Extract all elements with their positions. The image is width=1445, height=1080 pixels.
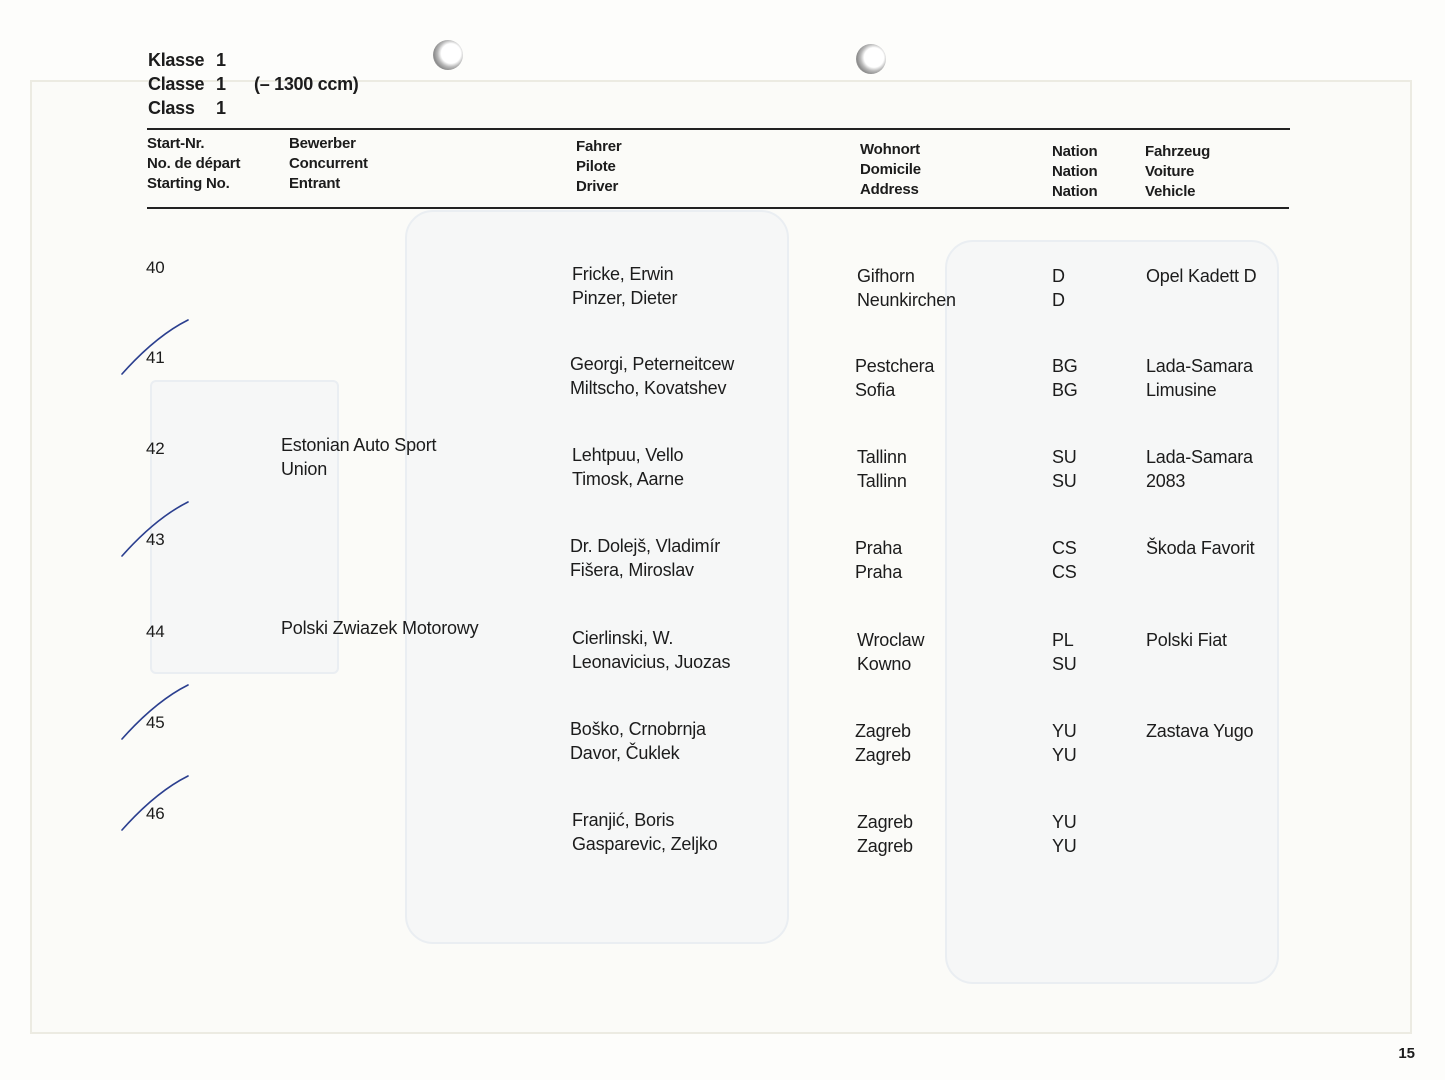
class-label: Klasse: [148, 49, 205, 70]
col-header-vehicle: Fahrzeug Voiture Vehicle: [1145, 143, 1211, 200]
driver-addresses: Pestchera Sofia: [855, 356, 935, 400]
start-number: 46: [146, 804, 165, 823]
header-top-rule: [147, 128, 1290, 130]
start-number: 43: [146, 530, 165, 549]
page-number: 15: [1398, 1045, 1415, 1062]
start-number: 41: [146, 348, 165, 367]
header-bottom-rule: [147, 207, 1289, 209]
start-number: 40: [146, 258, 165, 277]
class-header-line: [148, 72, 358, 96]
vehicle-name: Škoda Favorit: [1146, 538, 1255, 558]
ghost-print-right: [945, 240, 1279, 984]
driver-nations: SU SU: [1052, 447, 1077, 491]
driver-nations: D D: [1052, 266, 1065, 310]
driver-addresses: Gifhorn Neunkirchen: [857, 266, 956, 310]
class-number: 1: [216, 49, 226, 70]
driver-nations: YU YU: [1052, 812, 1077, 856]
driver-addresses: Praha Praha: [855, 538, 903, 582]
vehicle-name: Polski Fiat: [1146, 630, 1227, 650]
class-label: Class: [148, 97, 195, 118]
class-header: [148, 48, 358, 120]
vehicle-name: Lada-Samara 2083: [1146, 447, 1253, 491]
col-header-entrant: Bewerber Concurrent Entrant: [289, 135, 368, 192]
driver-names: Cierlinski, W. Leonavicius, Juozas: [572, 628, 731, 672]
driver-nations: PL SU: [1052, 630, 1077, 674]
class-header-line: [148, 48, 358, 72]
punch-hole-right: [856, 44, 886, 74]
pen-strike-mark: [116, 498, 196, 562]
driver-nations: BG BG: [1052, 356, 1078, 400]
class-number: 1: [216, 73, 226, 94]
driver-addresses: Wroclaw Kowno: [857, 630, 925, 674]
driver-addresses: Zagreb Zagreb: [857, 812, 913, 856]
start-number: 44: [146, 622, 165, 641]
class-number: 1: [216, 97, 226, 118]
driver-addresses: Tallinn Tallinn: [857, 447, 907, 491]
vehicle-name: Opel Kadett D: [1146, 266, 1257, 286]
class-label: Classe: [148, 73, 205, 94]
driver-addresses: Zagreb Zagreb: [855, 721, 911, 765]
driver-names: Franjić, Boris Gasparevic, Zeljko: [572, 810, 718, 854]
entrant-name: Estonian Auto Sport Union: [281, 435, 437, 479]
driver-names: Dr. Dolejš, Vladimír Fišera, Miroslav: [570, 536, 721, 580]
start-number: 42: [146, 439, 165, 458]
driver-nations: YU YU: [1052, 721, 1077, 765]
col-header-start-no: Start-Nr. No. de départ Starting No.: [147, 135, 241, 192]
col-header-nation: Nation Nation Nation: [1052, 143, 1098, 200]
driver-nations: CS CS: [1052, 538, 1077, 582]
driver-names: Lehtpuu, Vello Timosk, Aarne: [572, 445, 684, 489]
pen-strike-mark: [116, 316, 196, 380]
driver-names: Georgi, Peterneitcew Miltscho, Kovatshev: [570, 354, 735, 398]
driver-names: Boško, Crnobrnja Davor, Čuklek: [570, 719, 706, 763]
start-number: 45: [146, 713, 165, 732]
vehicle-name: Lada-Samara Limusine: [1146, 356, 1253, 400]
col-header-address: Wohnort Domicile Address: [860, 141, 921, 198]
col-header-driver: Fahrer Pilote Driver: [576, 138, 622, 195]
vehicle-name: Zastava Yugo: [1146, 721, 1254, 741]
punch-hole-left: [433, 40, 463, 70]
pen-strike-mark: [116, 681, 196, 745]
entrant-name: Polski Zwiazek Motorowy: [281, 618, 479, 638]
class-header-line: [148, 96, 358, 120]
class-capacity: (– 1300 ccm): [254, 73, 359, 94]
driver-names: Fricke, Erwin Pinzer, Dieter: [572, 264, 678, 308]
pen-strike-mark: [116, 772, 196, 836]
